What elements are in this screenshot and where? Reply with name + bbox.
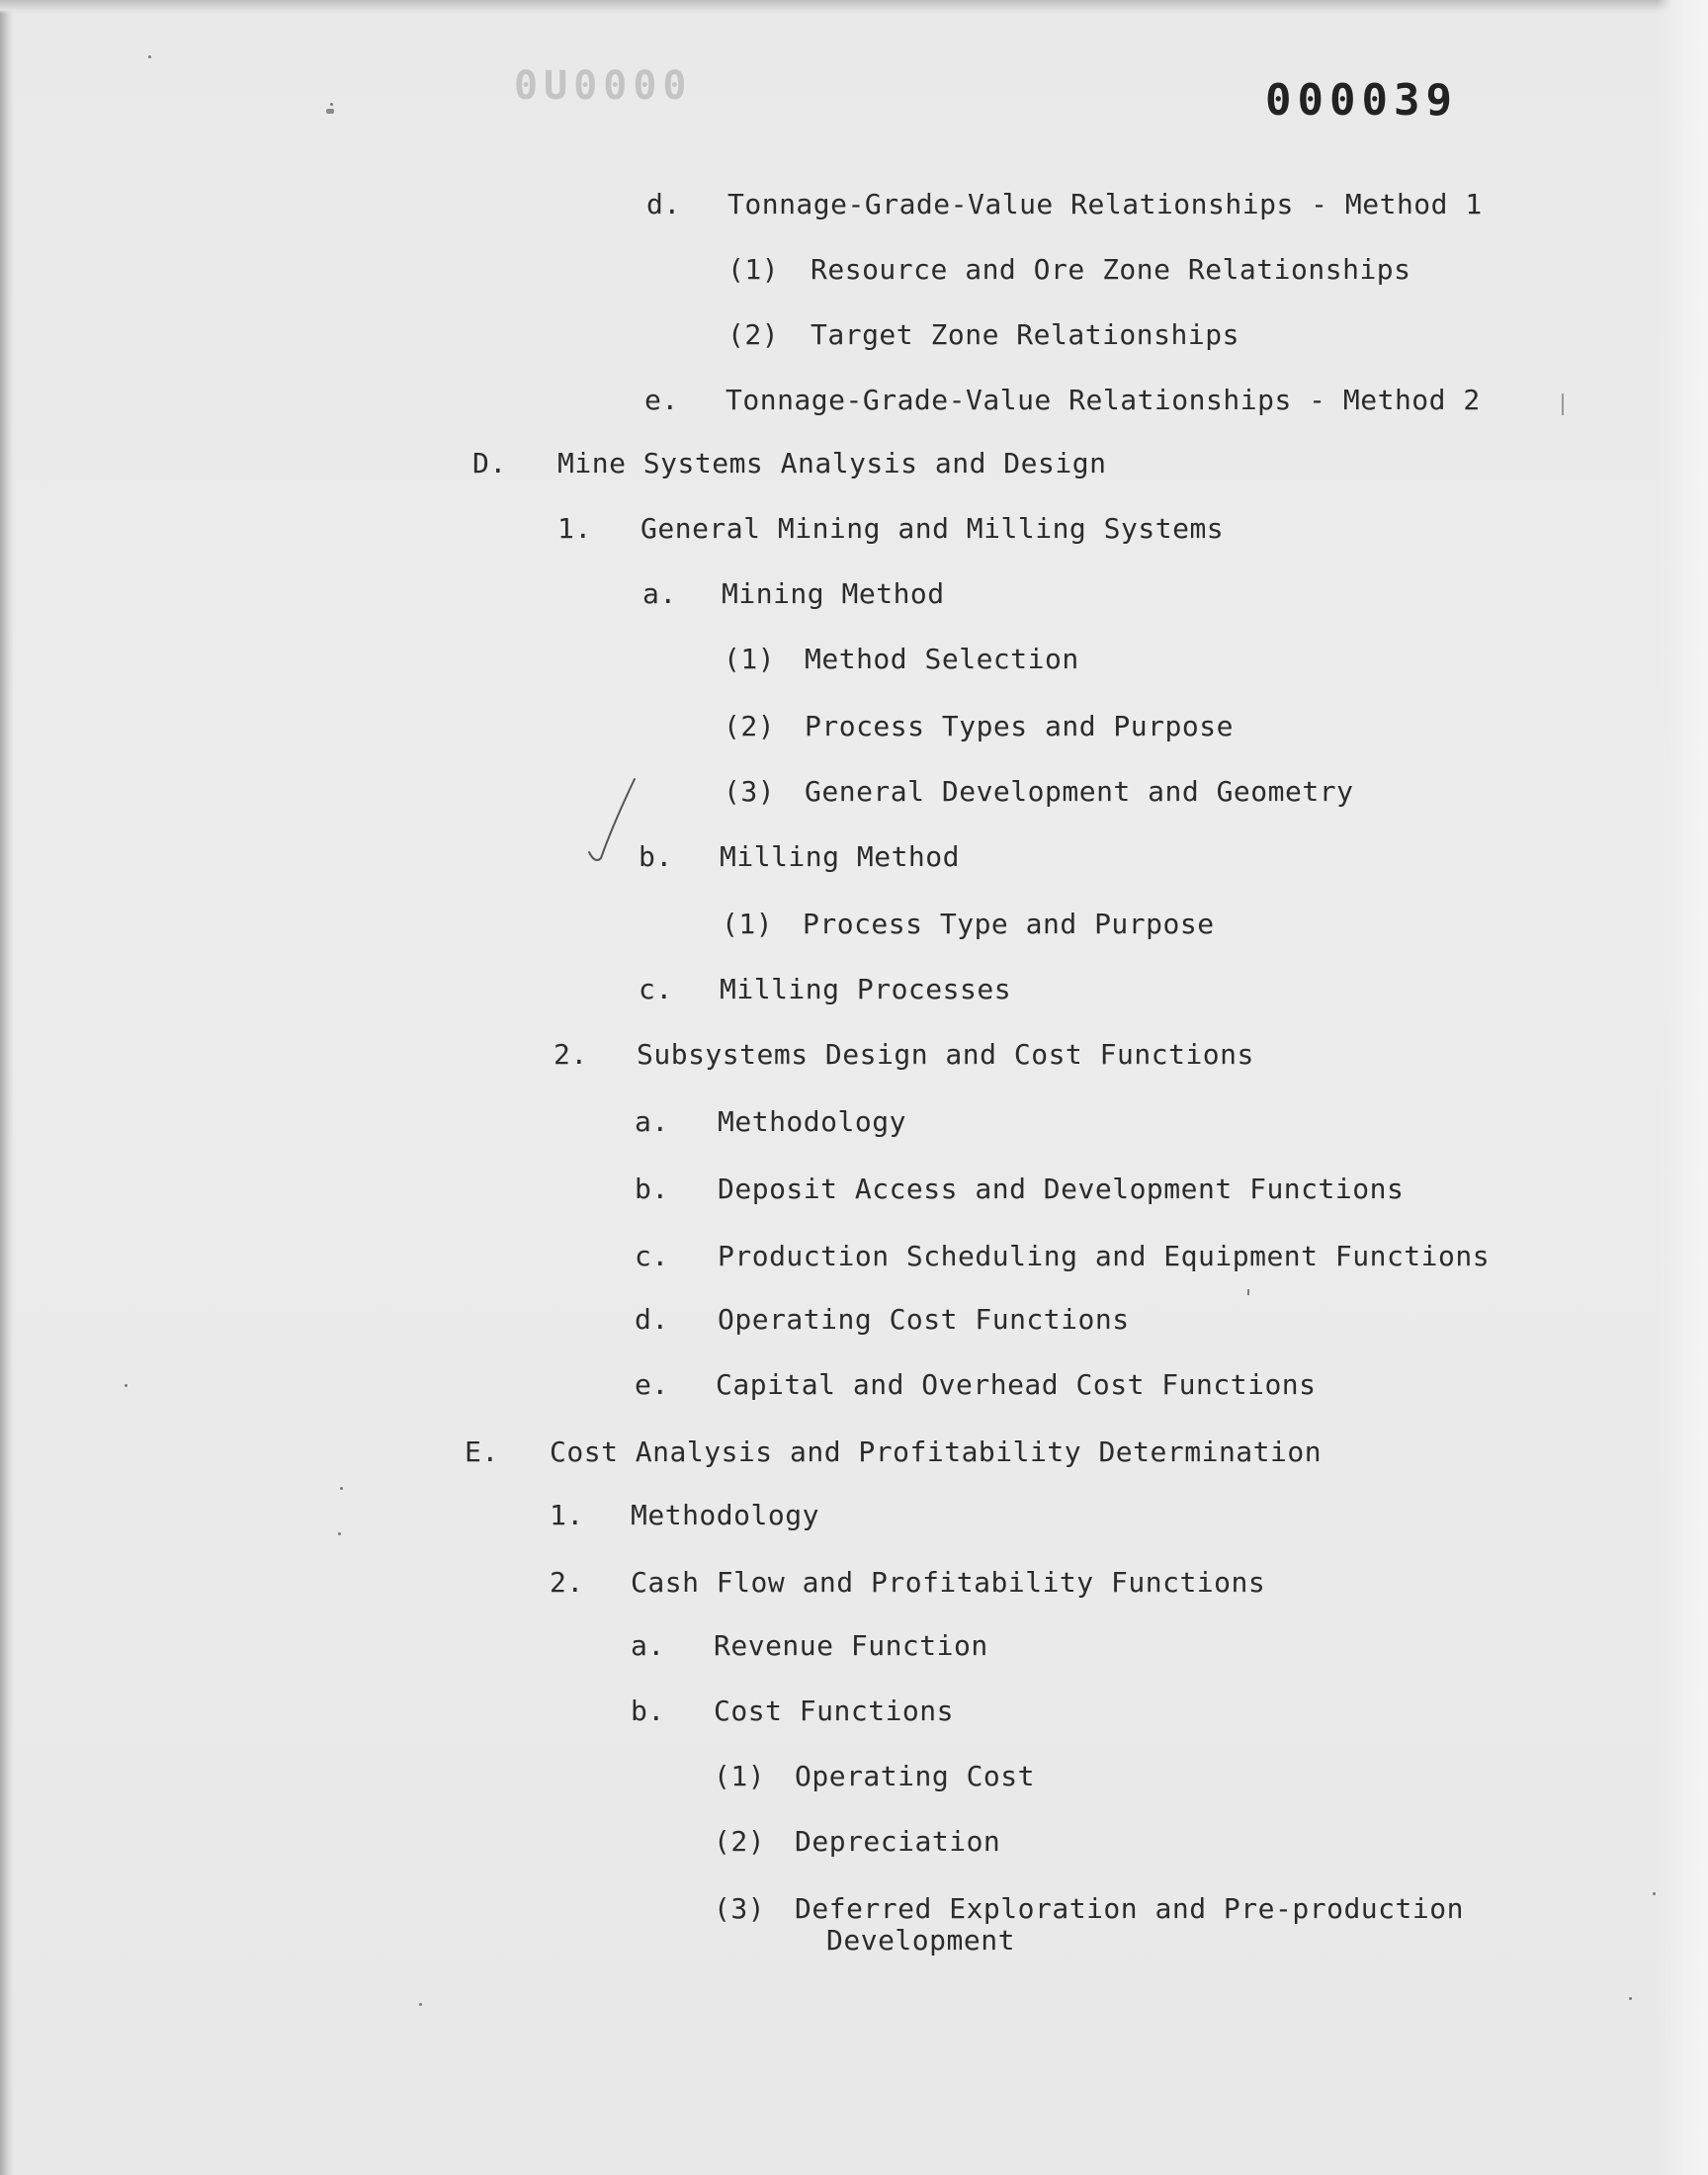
outline-marker: (2) — [714, 1825, 766, 1858]
outline-text: Mining Method — [722, 577, 945, 610]
outline-text: Methodology — [631, 1499, 819, 1531]
outline-text: Operating Cost Functions — [718, 1303, 1130, 1336]
outline-continuation-text: Development — [826, 1924, 1015, 1957]
outline-text: Cash Flow and Profitability Functions — [631, 1566, 1266, 1599]
scan-speck — [125, 1384, 128, 1387]
outline-text: Mine Systems Analysis and Design — [557, 447, 1107, 479]
outline-text: Operating Cost — [795, 1760, 1036, 1792]
outline-marker: (1) — [727, 253, 780, 286]
scan-speck — [1653, 1892, 1656, 1895]
outline-marker: e. — [635, 1368, 669, 1401]
outline-text: Milling Method — [720, 840, 961, 873]
outline-marker: c. — [635, 1240, 669, 1272]
faint-stamp-number: 0U0000 — [514, 63, 693, 109]
outline-marker: (1) — [714, 1760, 766, 1792]
outline-marker: a. — [631, 1629, 665, 1662]
scan-speck — [326, 109, 334, 114]
outline-text: Milling Processes — [720, 973, 1012, 1005]
outline-marker: c. — [639, 973, 673, 1005]
outline-marker: d. — [635, 1303, 669, 1336]
outline-marker: (3) — [724, 775, 776, 808]
outline-text: Method Selection — [805, 643, 1079, 675]
outline-text: Capital and Overhead Cost Functions — [716, 1368, 1317, 1401]
outline-marker: b. — [639, 840, 673, 873]
outline-text: Tonnage-Grade-Value Relationships - Method 1 — [727, 188, 1483, 220]
outline-marker: (1) — [722, 908, 774, 940]
outline-marker: (2) — [727, 318, 780, 351]
outline-marker: a. — [635, 1105, 669, 1138]
outline-marker: b. — [635, 1173, 669, 1205]
outline-marker: a. — [642, 577, 677, 610]
page-top-edge-shadow — [0, 0, 1708, 14]
outline-marker: 2. — [554, 1038, 588, 1071]
outline-text: Deposit Access and Development Functions — [718, 1173, 1405, 1205]
outline-text: Resource and Ore Zone Relationships — [811, 253, 1411, 286]
outline-marker: (3) — [714, 1892, 766, 1925]
outline-text: Process Types and Purpose — [805, 710, 1234, 742]
outline-text: Tonnage-Grade-Value Relationships - Method 2 — [726, 384, 1481, 416]
handwritten-check-mark-icon — [585, 775, 644, 870]
outline-text: Target Zone Relationships — [811, 318, 1239, 351]
outline-text: General Mining and Milling Systems — [640, 512, 1225, 545]
scan-speck — [148, 55, 151, 58]
scan-speck — [1247, 1289, 1249, 1295]
outline-text: Cost Analysis and Profitability Determination — [550, 1436, 1323, 1468]
outline-marker: E. — [465, 1436, 499, 1468]
outline-text: Depreciation — [795, 1825, 1001, 1858]
outline-text: Cost Functions — [714, 1695, 955, 1727]
outline-text: Process Type and Purpose — [803, 908, 1215, 940]
scan-speck — [419, 2003, 422, 2006]
scan-speck — [340, 1487, 343, 1490]
outline-marker: d. — [646, 188, 681, 220]
outline-marker: D. — [472, 447, 507, 479]
outline-marker: e. — [644, 384, 679, 416]
outline-text: Methodology — [718, 1105, 906, 1138]
outline-text: Revenue Function — [714, 1629, 988, 1662]
scan-speck — [338, 1532, 341, 1535]
scan-speck — [1629, 1997, 1632, 2000]
outline-text: Deferred Exploration and Pre-production — [795, 1892, 1464, 1925]
page-left-edge-shadow — [0, 0, 14, 2175]
outline-marker: b. — [631, 1695, 665, 1727]
page-right-edge — [1657, 0, 1708, 2175]
outline-marker: 2. — [550, 1566, 584, 1599]
outline-text: Production Scheduling and Equipment Functions — [718, 1240, 1491, 1272]
scan-speck — [330, 103, 333, 106]
page-number-stamp: 000039 — [1265, 75, 1458, 126]
outline-marker: (1) — [724, 643, 776, 675]
outline-marker: (2) — [724, 710, 776, 742]
outline-text: General Development and Geometry — [805, 775, 1354, 808]
outline-marker: 1. — [557, 512, 592, 545]
outline-text: Subsystems Design and Cost Functions — [637, 1038, 1254, 1071]
outline-marker: 1. — [550, 1499, 584, 1531]
scan-speck — [1562, 393, 1564, 415]
